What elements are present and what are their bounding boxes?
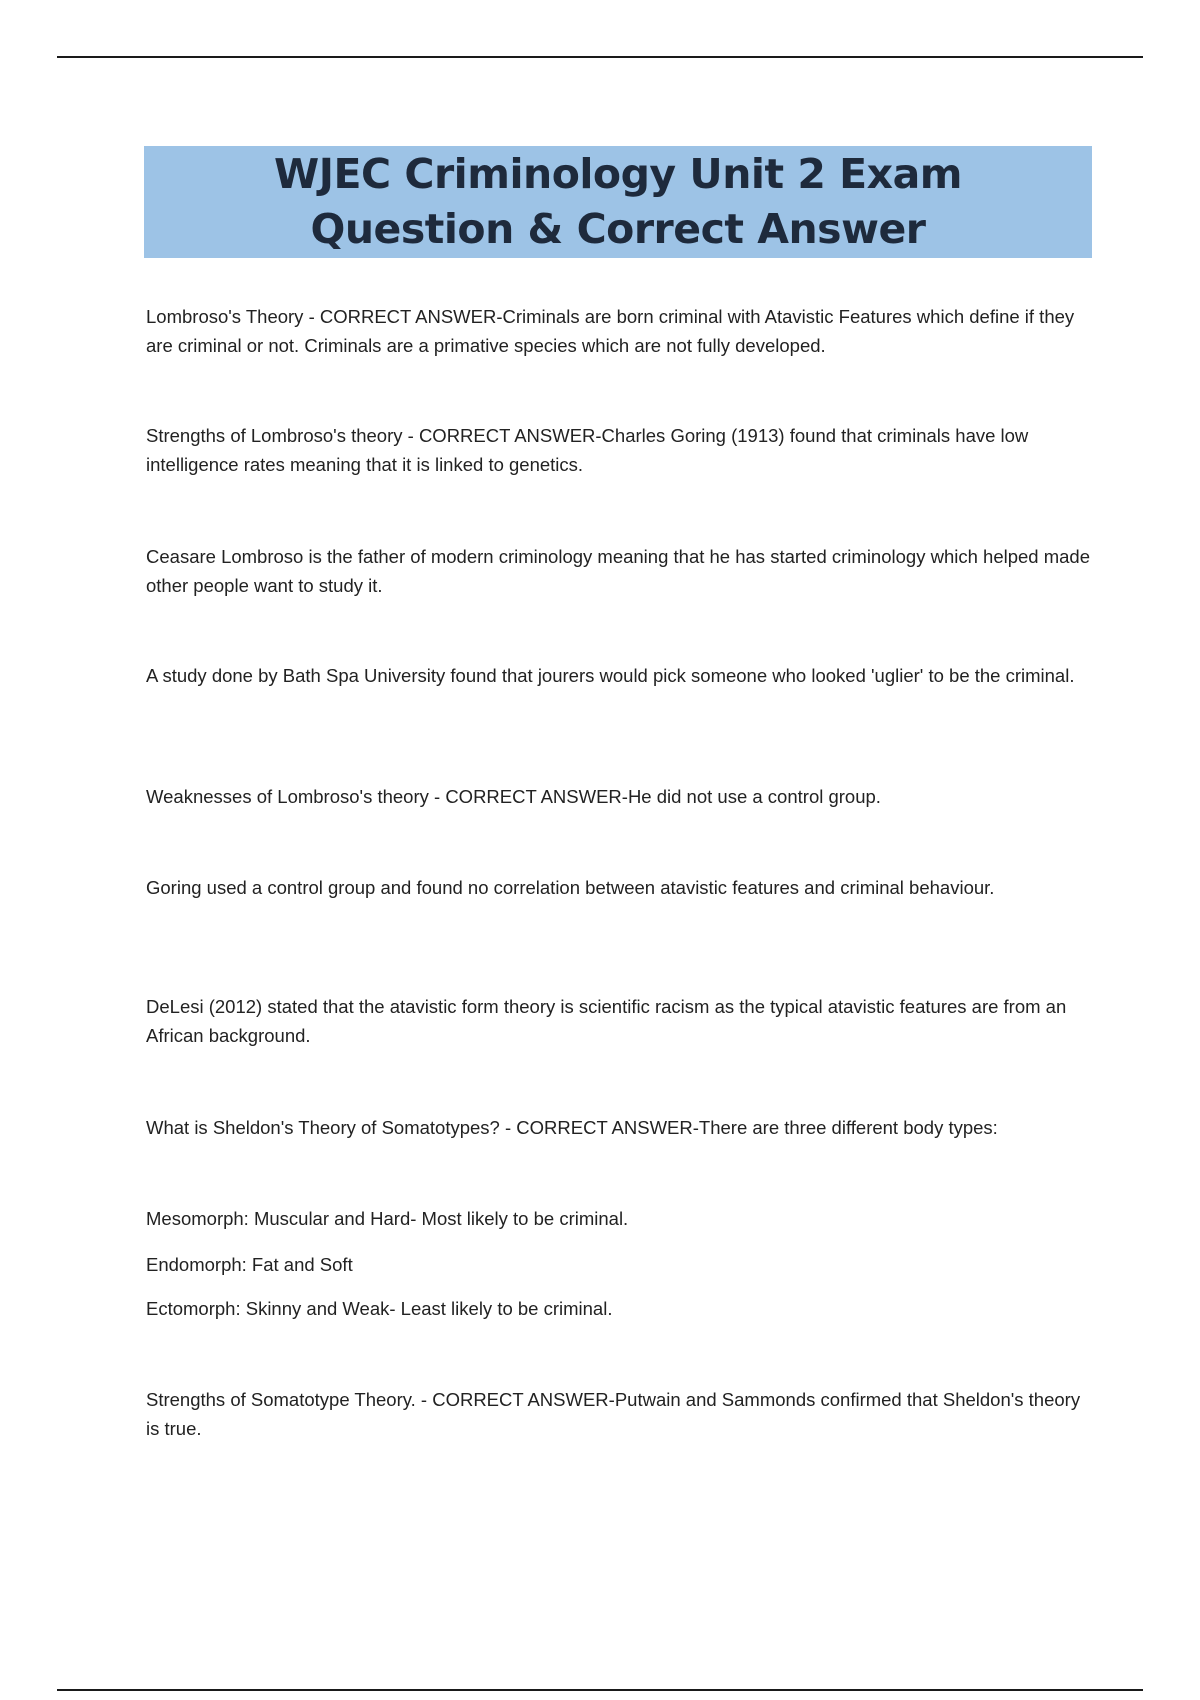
bottom-rule (57, 1689, 1143, 1691)
paragraph-mesomorph: Mesomorph: Muscular and Hard- Most likely to be criminal. (146, 1208, 629, 1229)
top-rule (57, 56, 1143, 58)
paragraph-sheldon-question: What is Sheldon's Theory of Somatotypes? - CORRECT ANSWER-There are three different body types: (146, 1117, 998, 1138)
paragraph-lombroso-weaknesses: Weaknesses of Lombroso's theory - CORRECT ANSWER-He did not use a control group. (146, 786, 881, 807)
paragraph-ectomorph: Ectomorph: Skinny and Weak- Least likely to be criminal. (146, 1298, 613, 1319)
paragraph-lombroso-father: Ceasare Lombroso is the father of modern criminology meaning that he has started criminology which helped made other people want to study it. (146, 546, 1090, 596)
paragraph-bath-spa-study: A study done by Bath Spa University found that jourers would pick someone who looked 'uglier' to be the criminal. (146, 665, 1075, 686)
paragraph-somatotype-strengths: Strengths of Somatotype Theory. - CORRECT ANSWER-Putwain and Sammonds confirmed that Sheldon's theory is true. (146, 1389, 1081, 1439)
paragraph-endomorph: Endomorph: Fat and Soft (146, 1254, 353, 1275)
page-title-line-1: WJEC Criminology Unit 2 Exam (274, 150, 962, 198)
paragraph-goring-control: Goring used a control group and found no correlation between atavistic features and criminal behaviour. (146, 877, 995, 898)
page-title-line-2: Question & Correct Answer (310, 205, 926, 253)
paragraph-lombroso-theory: Lombroso's Theory - CORRECT ANSWER-Criminals are born criminal with Atavistic Features which define if they are criminal or not. Criminals are a primative species which are not fully developed. (146, 306, 1075, 356)
paragraph-lombroso-strengths: Strengths of Lombroso's theory - CORRECT ANSWER-Charles Goring (1913) found that criminals have low intelligence rates meaning that it is linked to genetics. (146, 425, 1029, 475)
title-banner (144, 146, 1092, 258)
paragraph-delesi: DeLesi (2012) stated that the atavistic form theory is scientific racism as the typical atavistic features are from an African background. (146, 996, 1067, 1046)
